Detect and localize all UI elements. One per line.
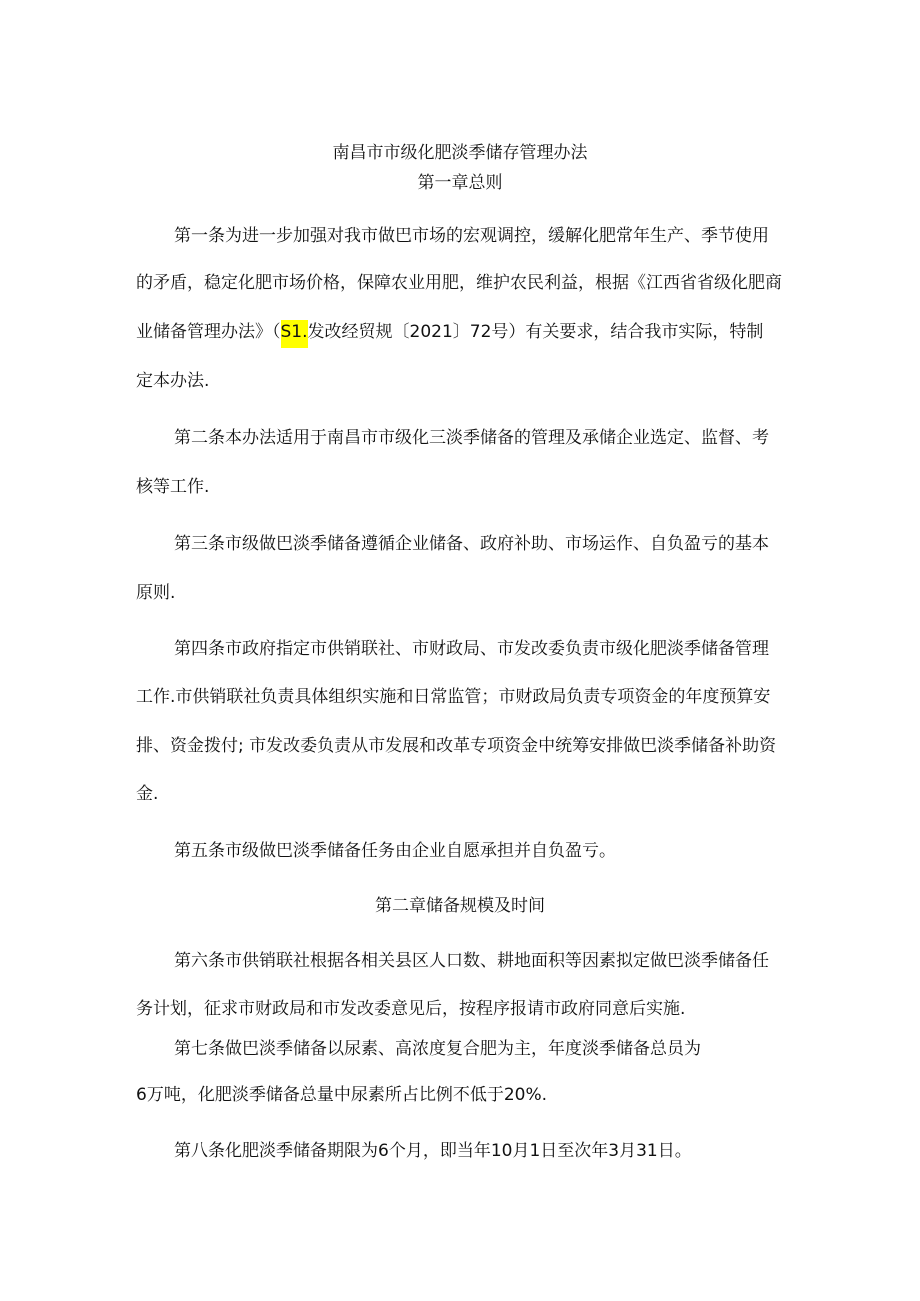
article-1-line-3-end: 发改经贸规〔2021〕72号）有关要求，结合我市实际，特制: [307, 322, 764, 342]
article-7-line-2: 6万吨，化肥淡季储备总量中尿素所占比例不低于20%.: [136, 1085, 548, 1105]
article-8-line-1: 第八条化肥淡季储备期限为6个月，即当年10月1日至次年3月31日。: [174, 1141, 692, 1161]
article-4-line-1: 第四条市政府指定市供销联社、市财政局、市发改委负责市级化肥淡季储备管理: [174, 639, 769, 659]
highlighted-text: S1.: [281, 320, 308, 348]
article-3-line-2: 原则.: [136, 583, 176, 603]
article-1-line-2: 的矛盾，稳定化肥市场价格，保障农业用肥，维护农民利益，根据《江西省省级化肥商: [136, 273, 782, 293]
article-1-line-1: 第一条为进一步加强对我市做巴市场的宏观调控，缓解化肥常年生产、季节使用: [174, 226, 769, 246]
article-2-line-1: 第二条本办法适用于南昌市市级化三淡季储备的管理及承储企业选定、监督、考: [174, 428, 769, 448]
article-2-line-2: 核等工作.: [136, 477, 210, 497]
article-6-line-2: 务计划，征求市财政局和市发改委意见后，按程序报请市政府同意后实施.: [136, 999, 686, 1019]
document-title: 南昌市市级化肥淡季储存管理办法: [332, 143, 588, 163]
article-3-line-1: 第三条市级做巴淡季储备遵循企业储备、政府补助、市场运作、自负盈亏的基本: [174, 534, 769, 554]
article-1-line-4: 定本办法.: [136, 371, 210, 391]
article-1-line-3-start: 业储备管理办法》（: [136, 322, 281, 342]
article-6-line-1: 第六条市供销联社根据各相关县区人口数、耕地面积等因素拟定做巴淡季储备任: [174, 951, 769, 971]
chapter-heading-1: 第一章总则: [417, 173, 503, 193]
article-5-line-1: 第五条市级做巴淡季储备任务由企业自愿承担并自负盈亏。: [174, 841, 616, 861]
article-4-line-3: 排、资金拨付; 市发改委负责从市发展和改革专项资金中统筹安排做巴淡季储备补助资: [136, 736, 777, 756]
chapter-heading-2: 第二章储备规模及时间: [375, 896, 545, 916]
article-7-line-1: 第七条做巴淡季储备以尿素、高浓度复合肥为主，年度淡季储备总员为: [174, 1039, 701, 1059]
article-4-line-2: 工作.市供销联社负责具体组织实施和日常监管；市财政局负责专项资金的年度预算安: [136, 687, 771, 707]
article-1-line-3: [136, 321, 763, 343]
article-4-line-4: 金.: [136, 784, 159, 804]
